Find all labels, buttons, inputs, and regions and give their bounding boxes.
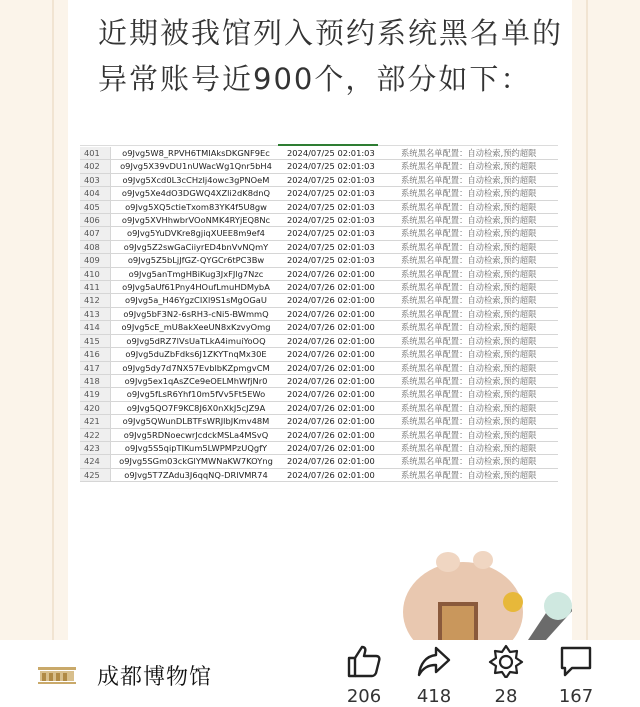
row-number: 404 <box>80 187 111 200</box>
table-row <box>80 374 558 387</box>
account-id: o9Jvg5cE_mU8akXeeUN8xKzvyOmg <box>111 321 282 334</box>
like-count: 206 <box>346 686 382 707</box>
table-row <box>80 254 558 267</box>
recommend-count: 28 <box>494 686 518 707</box>
blacklist-time: 2024/07/26 02:01:00 <box>281 348 393 361</box>
account-id: o9Jvg5duZbFdks6J1ZKYTnqMx30E <box>111 348 282 361</box>
bottom-action-bar <box>0 640 640 706</box>
account-id: o9Jvg5bF3N2-6sRH3-cNi5-BWmmQ <box>111 307 282 320</box>
blacklist-reason: 系统黑名单配置：自动检索,预约超限 <box>393 401 558 414</box>
row-number: 402 <box>80 160 111 173</box>
mascot-illustration <box>368 540 572 640</box>
recommend-icon <box>488 644 524 678</box>
table-row <box>80 428 558 441</box>
blacklist-reason: 系统黑名单配置：自动检索,预约超限 <box>393 348 558 361</box>
share-count: 418 <box>416 686 452 707</box>
blacklist-time: 2024/07/26 02:01:00 <box>281 294 393 307</box>
row-number: 424 <box>80 455 111 468</box>
article-headline <box>98 10 568 102</box>
blacklist-table <box>80 147 558 482</box>
row-number: 422 <box>80 428 111 441</box>
share-button[interactable] <box>404 644 464 707</box>
account-id: o9Jvg5SGm03ckGlYMWNaKW7KOYng <box>111 455 282 468</box>
account-id: o9Jvg5RDNoecwrJcdckMSLa4MSvQ <box>111 428 282 441</box>
blacklist-time: 2024/07/25 02:01:03 <box>281 173 393 186</box>
row-number: 423 <box>80 441 111 454</box>
account-id: o9Jvg5aUf61Pny4HOufLmuHDMybA <box>111 281 282 294</box>
headline-line-2: 异常账号近900个，部分如下： <box>98 62 532 96</box>
account-id: o9Jvg5X39vDU1nUWacWg1Qnr5bH4 <box>111 160 282 173</box>
blacklist-time: 2024/07/26 02:01:00 <box>281 361 393 374</box>
row-number: 414 <box>80 321 111 334</box>
table-row <box>80 227 558 240</box>
table-top-border <box>80 145 558 146</box>
blacklist-reason: 系统黑名单配置：自动检索,预约超限 <box>393 160 558 173</box>
blacklist-time: 2024/07/25 02:01:03 <box>281 254 393 267</box>
account-id: o9Jvg5dy7d7NX57EvblbKZpmgvCM <box>111 361 282 374</box>
blacklist-reason: 系统黑名单配置：自动检索,预约超限 <box>393 334 558 347</box>
table-row <box>80 307 558 320</box>
table-row <box>80 214 558 227</box>
table-row <box>80 160 558 173</box>
blacklist-time: 2024/07/26 02:01:00 <box>281 334 393 347</box>
blacklist-time: 2024/07/26 02:01:00 <box>281 374 393 387</box>
account-id: o9Jvg5Z5bLjJfGZ-QYGCr6tPC3Bw <box>111 254 282 267</box>
row-number: 407 <box>80 227 111 240</box>
account-id: o9Jvg5anTmgHBiKug3JxFJlg7Nzc <box>111 267 282 280</box>
blacklist-time: 2024/07/26 02:01:00 <box>281 468 393 481</box>
blacklist-reason: 系统黑名单配置：自动检索,预约超限 <box>393 374 558 387</box>
left-border-decoration <box>0 0 68 640</box>
blacklist-time: 2024/07/25 02:01:03 <box>281 200 393 213</box>
table-row <box>80 187 558 200</box>
table-row <box>80 147 558 160</box>
right-border-decoration <box>572 0 640 640</box>
row-number: 416 <box>80 348 111 361</box>
blacklist-time: 2024/07/26 02:01:00 <box>281 281 393 294</box>
blacklist-time: 2024/07/26 02:01:00 <box>281 441 393 454</box>
row-number: 419 <box>80 388 111 401</box>
account-id: o9Jvg5ex1qAsZCe9eOELMhWfjNr0 <box>111 374 282 387</box>
article-card <box>68 0 572 640</box>
table-row <box>80 455 558 468</box>
blacklist-reason: 系统黑名单配置：自动检索,预约超限 <box>393 147 558 160</box>
blacklist-time: 2024/07/26 02:01:00 <box>281 401 393 414</box>
comment-count: 167 <box>558 686 594 707</box>
blacklist-time: 2024/07/25 02:01:03 <box>281 160 393 173</box>
account-id: o9Jvg5XVHhwbrVOoNMK4RYjEQ8Nc <box>111 214 282 227</box>
account-id: o9Jvg5YuDVKre8gjiqXUEE8m9ef4 <box>111 227 282 240</box>
blacklist-time: 2024/07/26 02:01:00 <box>281 415 393 428</box>
table-row <box>80 334 558 347</box>
blacklist-time: 2024/07/26 02:01:00 <box>281 428 393 441</box>
table-row <box>80 441 558 454</box>
blacklist-time: 2024/07/26 02:01:00 <box>281 455 393 468</box>
table-row <box>80 173 558 186</box>
blacklist-reason: 系统黑名单配置：自动检索,预约超限 <box>393 468 558 481</box>
blacklist-reason: 系统黑名单配置：自动检索,预约超限 <box>393 281 558 294</box>
account-id: o9Jvg5Xe4dO3DGWQ4XZli2dK8dnQ <box>111 187 282 200</box>
thumbs-up-icon <box>346 644 382 678</box>
account-id: o9Jvg5S5qipTIKum5LWPMPzUQgfY <box>111 441 282 454</box>
row-number: 409 <box>80 254 111 267</box>
table-row <box>80 415 558 428</box>
table-row <box>80 321 558 334</box>
museum-logo-icon <box>38 665 76 687</box>
row-number: 425 <box>80 468 111 481</box>
row-number: 417 <box>80 361 111 374</box>
blacklist-reason: 系统黑名单配置：自动检索,预约超限 <box>393 388 558 401</box>
table-row <box>80 200 558 213</box>
blacklist-reason: 系统黑名单配置：自动检索,预约超限 <box>393 455 558 468</box>
blacklist-reason: 系统黑名单配置：自动检索,预约超限 <box>393 415 558 428</box>
account-id: o9Jvg5QO7F9KC8J6X0nXkJ5cJZ9A <box>111 401 282 414</box>
table-row <box>80 240 558 253</box>
account-id: o9Jvg5T7ZAdu3J6qqNQ-DRlVMR74 <box>111 468 282 481</box>
blacklist-reason: 系统黑名单配置：自动检索,预约超限 <box>393 187 558 200</box>
row-number: 405 <box>80 200 111 213</box>
like-button[interactable] <box>334 644 394 707</box>
table-row <box>80 401 558 414</box>
blacklist-reason: 系统黑名单配置：自动检索,预约超限 <box>393 227 558 240</box>
table-row <box>80 281 558 294</box>
row-number: 406 <box>80 214 111 227</box>
blacklist-reason: 系统黑名单配置：自动检索,预约超限 <box>393 321 558 334</box>
table-row <box>80 267 558 280</box>
blacklist-reason: 系统黑名单配置：自动检索,预约超限 <box>393 173 558 186</box>
blacklist-time: 2024/07/26 02:01:00 <box>281 307 393 320</box>
blacklist-reason: 系统黑名单配置：自动检索,预约超限 <box>393 200 558 213</box>
account-name[interactable]: 成都博物馆 <box>97 665 213 690</box>
row-number: 410 <box>80 267 111 280</box>
blacklist-reason: 系统黑名单配置：自动检索,预约超限 <box>393 294 558 307</box>
selected-cell-marker <box>278 144 378 146</box>
row-number: 403 <box>80 173 111 186</box>
row-number: 412 <box>80 294 111 307</box>
account-id: o9Jvg5Z2swGaCiiyrED4bnVvNQmY <box>111 240 282 253</box>
blacklist-time: 2024/07/25 02:01:03 <box>281 240 393 253</box>
blacklist-reason: 系统黑名单配置：自动检索,预约超限 <box>393 307 558 320</box>
account-id: o9Jvg5XQ5ctieTxom83YK4f5U8gw <box>111 200 282 213</box>
table-row <box>80 348 558 361</box>
table-row <box>80 388 558 401</box>
blacklist-reason: 系统黑名单配置：自动检索,预约超限 <box>393 254 558 267</box>
blacklist-reason: 系统黑名单配置：自动检索,预约超限 <box>393 240 558 253</box>
blacklist-time: 2024/07/26 02:01:00 <box>281 321 393 334</box>
account-id: o9Jvg5a_H46YgzCIXl9S1sMgOGaU <box>111 294 282 307</box>
blacklist-time: 2024/07/25 02:01:03 <box>281 227 393 240</box>
row-number: 411 <box>80 281 111 294</box>
recommend-button[interactable] <box>476 644 536 707</box>
row-number: 418 <box>80 374 111 387</box>
account-id: o9Jvg5QWunDLBTFsWRJlbJKmv48M <box>111 415 282 428</box>
blacklist-time: 2024/07/25 02:01:03 <box>281 214 393 227</box>
blacklist-time: 2024/07/26 02:01:00 <box>281 267 393 280</box>
table-row <box>80 294 558 307</box>
account-id: o9Jvg5Xcd0L3cCHzIj4owc3gPNOeM <box>111 173 282 186</box>
table-row <box>80 468 558 481</box>
comment-button[interactable] <box>546 644 606 707</box>
blacklist-time: 2024/07/25 02:01:03 <box>281 187 393 200</box>
row-number: 413 <box>80 307 111 320</box>
blacklist-reason: 系统黑名单配置：自动检索,预约超限 <box>393 428 558 441</box>
row-number: 401 <box>80 147 111 160</box>
share-arrow-icon <box>416 644 452 678</box>
row-number: 421 <box>80 415 111 428</box>
blacklist-reason: 系统黑名单配置：自动检索,预约超限 <box>393 361 558 374</box>
account-id: o9Jvg5fLsR6Yhf10m5fVv5Ft5EWo <box>111 388 282 401</box>
account-id: o9Jvg5W8_RPVH6TMIAksDKGNF9Ec <box>111 147 282 160</box>
blacklist-time: 2024/07/25 02:01:03 <box>281 147 393 160</box>
blacklist-reason: 系统黑名单配置：自动检索,预约超限 <box>393 267 558 280</box>
account-id: o9Jvg5dRZ7lVsUaTLkA4imuiYoOQ <box>111 334 282 347</box>
blacklist-time: 2024/07/26 02:01:00 <box>281 388 393 401</box>
blacklist-reason: 系统黑名单配置：自动检索,预约超限 <box>393 214 558 227</box>
headline-line-1: 近期被我馆列入预约系统黑名单的 <box>98 16 564 50</box>
row-number: 420 <box>80 401 111 414</box>
row-number: 415 <box>80 334 111 347</box>
comment-icon <box>558 644 594 678</box>
table-row <box>80 361 558 374</box>
blacklist-reason: 系统黑名单配置：自动检索,预约超限 <box>393 441 558 454</box>
row-number: 408 <box>80 240 111 253</box>
